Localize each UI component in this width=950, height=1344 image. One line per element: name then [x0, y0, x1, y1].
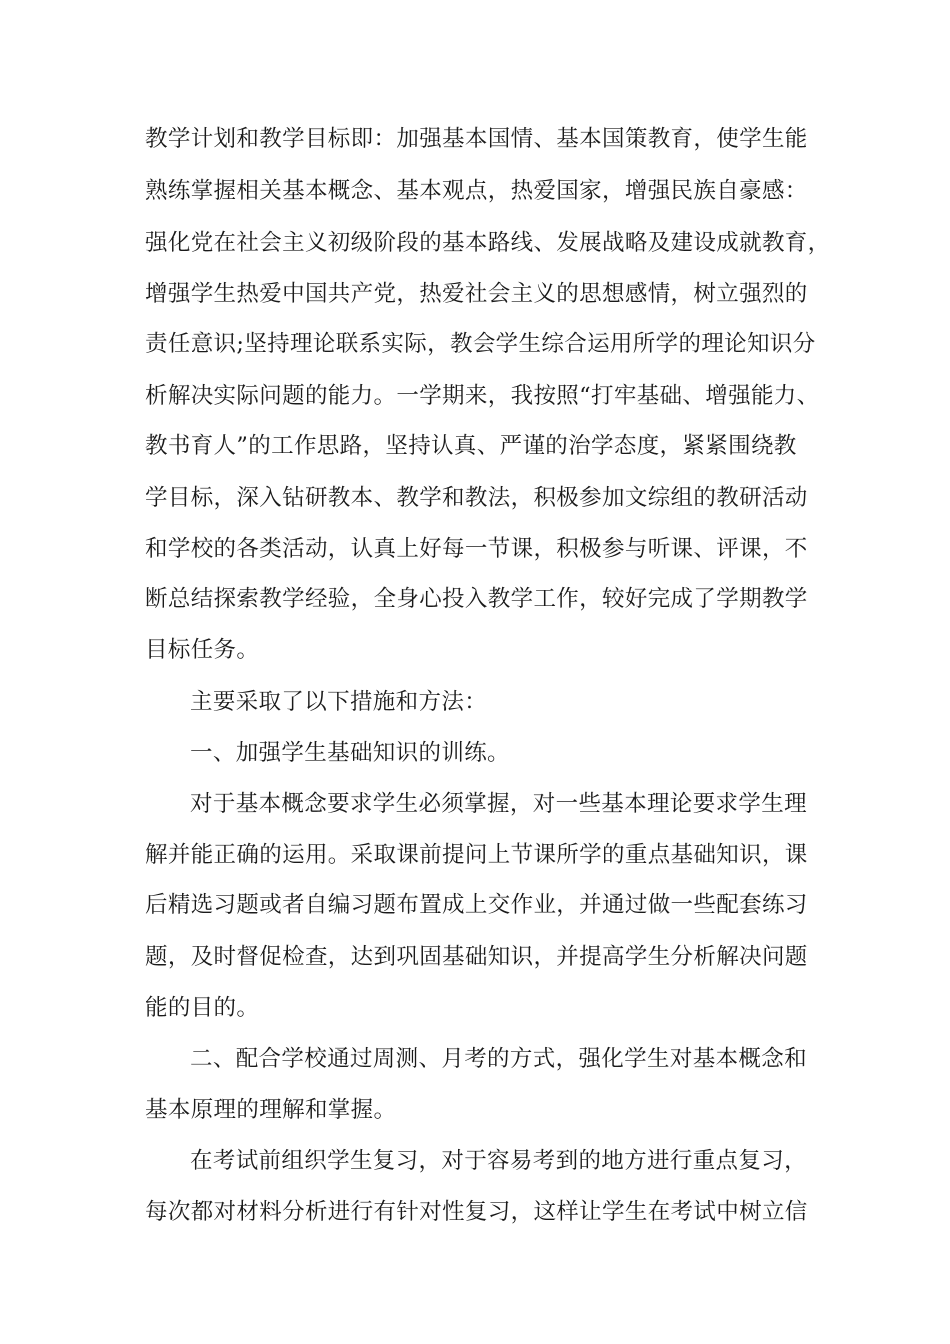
text-line: 教学计划和教学目标即：加强基本国情、基本国策教育，使学生能 — [145, 126, 808, 152]
text-line: 在考试前组织学生复习，对于容易考到的地方进行重点复习， — [190, 1148, 807, 1174]
text-line: 析解决实际问题的能力。一学期来，我按照“打牢基础、增强能力、 — [145, 383, 820, 409]
text-line: 熟练掌握相关基本概念、基本观点，热爱国家，增强民族自豪感： — [145, 178, 808, 204]
text-line: 一、加强学生基础知识的训练。 — [190, 740, 510, 766]
text-line: 每次都对材料分析进行有针对性复习，这样让学生在考试中树立信 — [145, 1199, 808, 1225]
text-line: 后精选习题或者自编习题布置成上交作业，并通过做一些配套练习 — [145, 892, 808, 918]
text-line: 解并能正确的运用。采取课前提问上节课所学的重点基础知识，课 — [145, 842, 808, 868]
text-line: 教书育人”的工作思路，坚持认真、严谨的治学态度，紧紧围绕教 — [145, 433, 797, 459]
text-line: 学目标，深入钻研教本、教学和教法，积极参加文综组的教研活动 — [145, 485, 808, 511]
text-line: 增强学生热爱中国共产党，热爱社会主义的思想感情，树立强烈的 — [145, 281, 808, 307]
text-line: 目标任务。 — [145, 637, 260, 663]
text-line: 责任意识;坚持理论联系实际，教会学生综合运用所学的理论知识分 — [145, 331, 816, 357]
text-line: 基本原理的理解和掌握。 — [145, 1097, 397, 1123]
text-line: 二、配合学校通过周测、月考的方式，强化学生对基本概念和 — [190, 1046, 807, 1072]
text-line: 断总结探索教学经验，全身心投入教学工作，较好完成了学期教学 — [145, 586, 808, 612]
text-line: 强化党在社会主义初级阶段的基本路线、发展战略及建设成就教育， — [145, 230, 831, 256]
text-line: 对于基本概念要求学生必须掌握，对一些基本理论要求学生理 — [190, 791, 807, 817]
text-line: 题，及时督促检查，达到巩固基础知识，并提高学生分析解决问题 — [145, 944, 808, 970]
text-line: 和学校的各类活动，认真上好每一节课，积极参与听课、评课，不 — [145, 536, 808, 562]
text-line: 主要采取了以下措施和方法： — [190, 689, 488, 715]
text-line: 能的目的。 — [145, 995, 260, 1021]
